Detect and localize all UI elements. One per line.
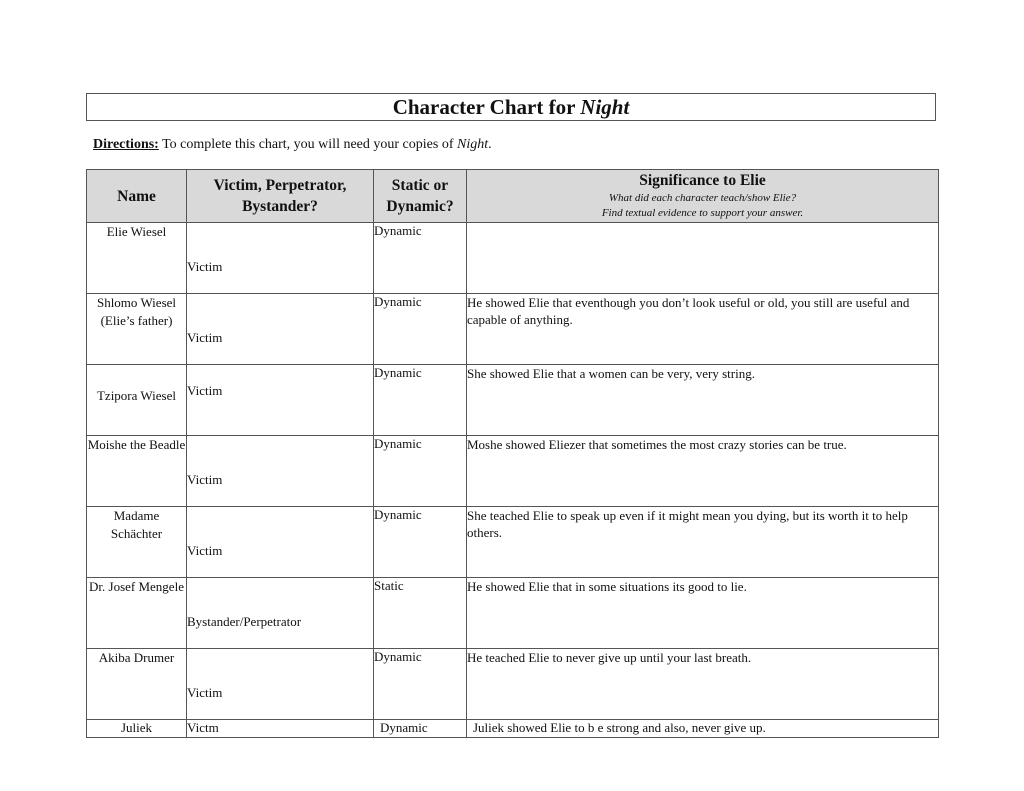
- header-change: Static or Dynamic?: [374, 170, 467, 223]
- row-significance: He teached Elie to never give up until your last breath.: [467, 649, 939, 720]
- page-title: [86, 93, 936, 121]
- row-change: Dynamic: [374, 649, 467, 720]
- row-role: [187, 578, 374, 649]
- row-significance: He showed Elie that eventhough you don’t look useful or old, you still are useful and capable of anything.: [467, 294, 939, 365]
- row-name-text: Tzipora Wiesel: [96, 388, 176, 403]
- row-name: Akiba Drumer: [87, 649, 187, 720]
- directions-label: Directions:: [93, 137, 159, 152]
- row-name: Juliek: [87, 720, 187, 738]
- title-main: Character Chart for: [392, 95, 581, 119]
- table-row: [87, 507, 939, 578]
- table-row: [87, 720, 939, 738]
- directions-end: .: [488, 137, 492, 152]
- row-change: Dynamic: [374, 436, 467, 507]
- character-chart-table: [86, 169, 939, 738]
- row-role-text: Victim: [187, 383, 223, 398]
- row-significance: He showed Elie that in some situations its good to lie.: [467, 578, 939, 649]
- row-change: Dynamic: [374, 223, 467, 294]
- row-change: Dynamic: [374, 365, 467, 436]
- row-role: [187, 294, 374, 365]
- row-role: Victm: [187, 720, 374, 738]
- header-significance-sub2: Find textual evidence to support your answer.: [601, 207, 804, 219]
- row-change: Static: [374, 578, 467, 649]
- row-name: Shlomo Wiesel (Elie’s father): [87, 294, 187, 365]
- row-name: Dr. Josef Mengele: [87, 578, 187, 649]
- row-role-text: Victim: [187, 259, 223, 274]
- row-change: Dynamic: [374, 294, 467, 365]
- header-row: [87, 170, 939, 223]
- row-role: [187, 507, 374, 578]
- row-role: [187, 365, 374, 436]
- header-name: Name: [87, 170, 187, 223]
- row-name: Madame Schächter: [87, 507, 187, 578]
- row-change: Dynamic: [374, 720, 467, 738]
- table-row: [87, 223, 939, 294]
- row-role: [187, 223, 374, 294]
- header-significance: [467, 170, 939, 223]
- row-significance: She showed Elie that a women can be very, very string.: [467, 365, 939, 436]
- row-role-text: Bystander/Perpetrator: [187, 614, 302, 629]
- row-significance: [467, 223, 939, 294]
- directions: [93, 137, 492, 153]
- header-significance-sub1: What did each character teach/show Elie?: [608, 192, 797, 204]
- row-role-text: Victim: [187, 685, 223, 700]
- table-row: [87, 365, 939, 436]
- row-change: Dynamic: [374, 507, 467, 578]
- row-role-text: Victim: [187, 543, 223, 558]
- directions-italic: Night: [456, 137, 489, 152]
- title-italic: Night: [580, 95, 630, 119]
- table-row: [87, 649, 939, 720]
- row-significance: She teached Elie to speak up even if it might mean you dying, but its worth it to help others.: [467, 507, 939, 578]
- row-name: [87, 365, 187, 436]
- table-row: [87, 436, 939, 507]
- row-name: Moishe the Beadle: [87, 436, 187, 507]
- row-significance: Juliek showed Elie to b e strong and also, never give up.: [467, 720, 939, 738]
- row-role-text: Victim: [187, 472, 223, 487]
- row-role: [187, 436, 374, 507]
- table-row: [87, 294, 939, 365]
- header-significance-title: Significance to Elie: [639, 172, 766, 189]
- directions-text: To complete this chart, you will need your copies of: [158, 137, 457, 152]
- table-row: [87, 578, 939, 649]
- row-role-text: Victim: [187, 330, 223, 345]
- row-role: [187, 649, 374, 720]
- header-role: Victim, Perpetrator, Bystander?: [187, 170, 374, 223]
- row-name: Elie Wiesel: [87, 223, 187, 294]
- row-significance: Moshe showed Eliezer that sometimes the most crazy stories can be true.: [467, 436, 939, 507]
